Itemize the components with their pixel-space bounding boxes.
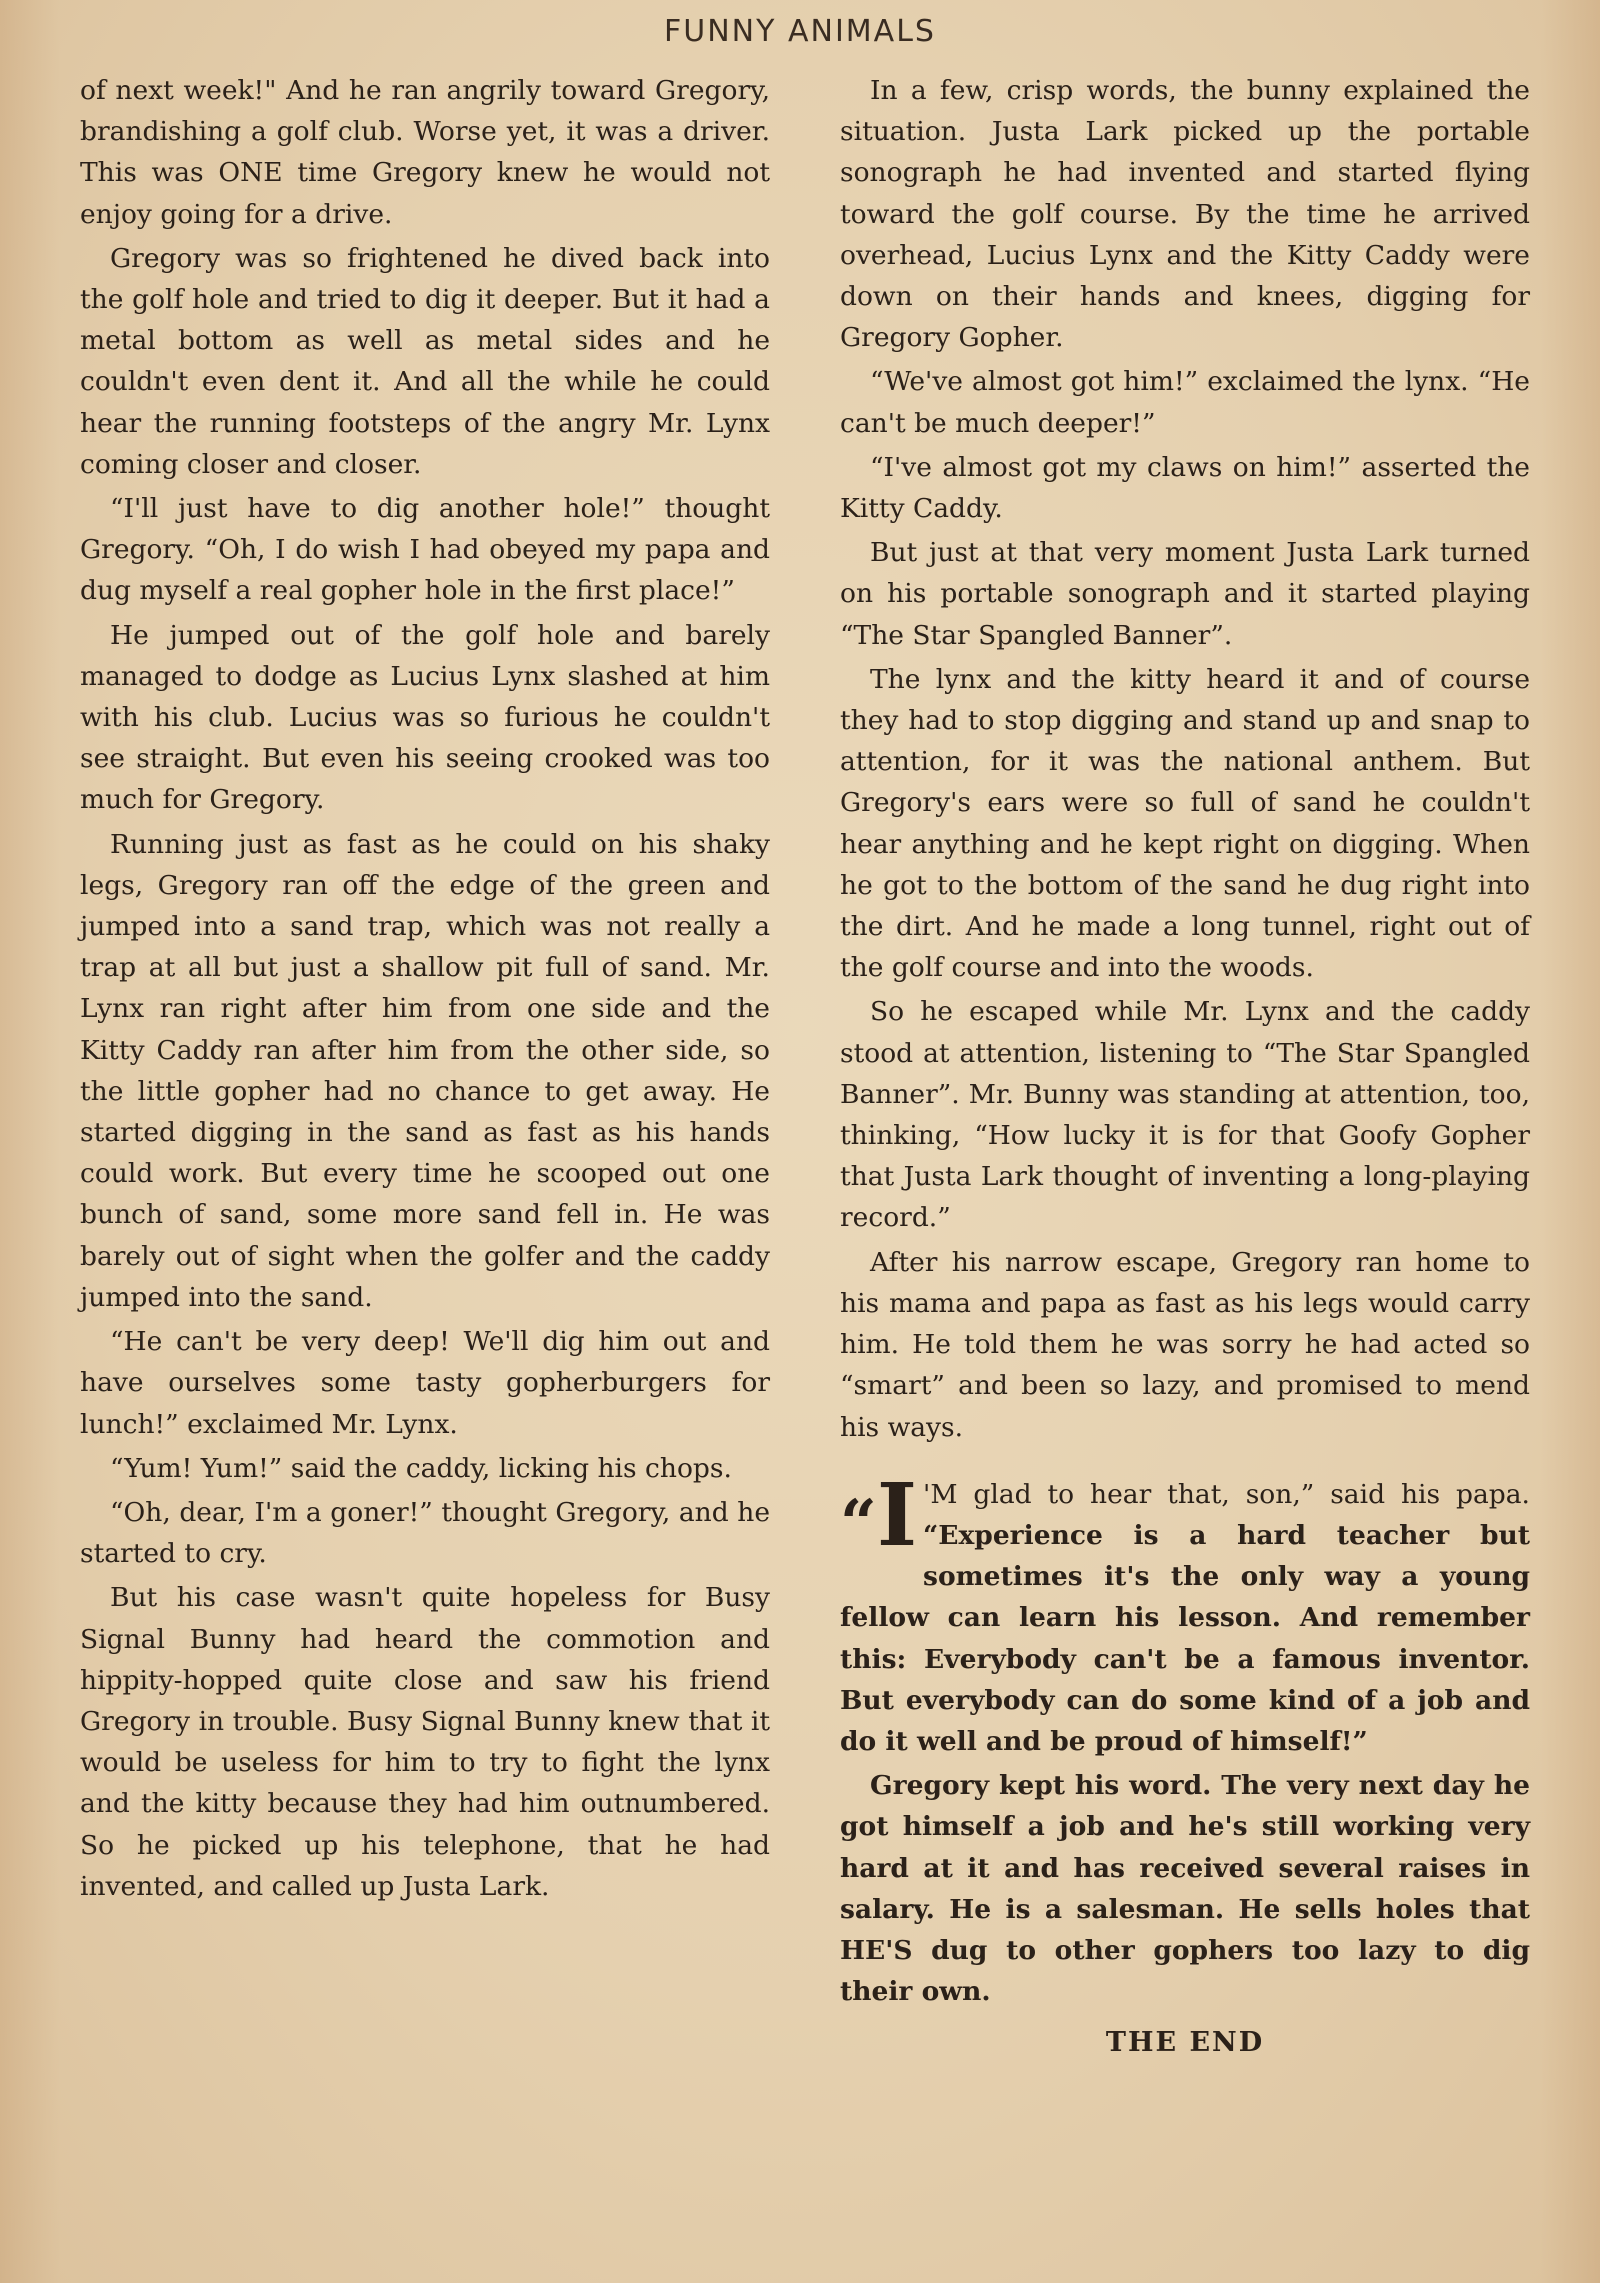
drop-cap-letter: I [876, 1464, 918, 1566]
drop-cap [840, 1464, 918, 1566]
drop-cap-lead-text: 'M glad to hear that, son,” said his papa. [923, 1478, 1530, 1510]
story-paragraph: In a few, crisp words, the bunny explained the situation. Justa Lark picked up the portable sonograph he had invented and started flying toward the golf course. By the time he arrived overhead, Lucius Lynx and the Kitty Caddy were down on their hands and knees, digging for Gregory Gopher. [840, 75, 1530, 354]
the-end-label: THE END [1105, 2027, 1265, 2059]
story-paragraph: “Yum! Yum!” said the caddy, licking his chops. [110, 1452, 732, 1484]
story-paragraph: But his case wasn't quite hopeless for Busy Signal Bunny had heard the commotion and hippity-hopped quite close and saw his friend Gregory in trouble. Busy Signal Bunny knew that it would be useless for him to try to fight the lynx and the kitty because they had him outnumbered. So he picked up his telephone, that he had invented, and called up Justa Lark. [80, 1582, 770, 1902]
story-paragraph: But just at that very moment Justa Lark turned on his portable sonograph and it started playing “The Star Spangled Banner”. [840, 537, 1530, 651]
story-paragraph: “I'll just have to dig another hole!” thought Gregory. “Oh, I do wish I had obeyed my papa and dug myself a real gopher hole in the first place!” [80, 493, 770, 607]
story-paragraph: Running just as fast as he could on his shaky legs, Gregory ran off the edge of the green and jumped into a sand trap, which was not really a trap at all but just a shallow pit full of sand. Mr. Lynx ran right after him from one side and the Kitty Caddy ran after him from the other side, so the little gopher had no chance to get away. He started digging in the sand as fast as his hands could work. But every time he scooped out one bunch of sand, some more sand fell in. He was barely out of sight when the golfer and the caddy jumped into the sand. [80, 828, 770, 1313]
story-paragraph: “I've almost got my claws on him!” asserted the Kitty Caddy. [840, 451, 1530, 525]
story-paragraph: “He can't be very deep! We'll dig him out and have ourselves some tasty gopherburgers for lunch!” exclaimed Mr. Lynx. [80, 1326, 770, 1440]
story-paragraph: “We've almost got him!” exclaimed the lynx. “He can't be much deeper!” [840, 366, 1530, 439]
story-paragraph: of next week!" And he ran angrily toward Gregory, brandishing a golf club. Worse yet, it was a driver. This was ONE time Gregory knew he would not enjoy going for a drive. [80, 75, 770, 230]
closing-paragraph: Gregory kept his word. The very next day he got himself a job and he's still working very hard at it and has received several raises in salary. He is a salesman. He sells holes that HE'S dug to other gophers too lazy to dig their own. [840, 1770, 1530, 2008]
story-paragraph: Gregory was so frightened he dived back into the golf hole and tried to dig it deeper. But it had a metal bottom as well as metal sides and he couldn't even dent it. And all the while he could hear the running footsteps of the angry Mr. Lynx coming closer and closer. [80, 242, 770, 480]
drop-cap-quote-mark: “ [840, 1485, 877, 1561]
story-paragraph: So he escaped while Mr. Lynx and the caddy stood at attention, listening to “The Star Spangled Banner”. Mr. Bunny was standing at attention, too, thinking, “How lucky it is for that Goofy Gopher that Justa Lark thought of inventing a long-playing record.” [840, 996, 1530, 1234]
story-paragraph: “Oh, dear, I'm a goner!” thought Gregory, and he started to cry. [80, 1496, 770, 1570]
story-paragraph: He jumped out of the golf hole and barely managed to dodge as Lucius Lynx slashed at him with his club. Lucius was so furious he couldn't see straight. But even his seeing crooked was too much for Gregory. [80, 619, 770, 816]
right-column [840, 70, 1530, 2064]
story-paragraph: The lynx and the kitty heard it and of course they had to stop digging and stand up and snap to attention, for it was the national anthem. But Gregory's ears were so full of sand he couldn't hear anything and he kept right on digging. When he got to the bottom of the sand he dug right into the dirt. And he made a long tunnel, right out of the golf course and into the woods. [840, 663, 1530, 984]
page-header-title: FUNNY ANIMALS [664, 14, 936, 49]
drop-cap-paragraph [840, 1464, 1530, 1762]
story-paragraph: After his narrow escape, Gregory ran home to his mama and papa as fast as his legs would carry him. He told them he was sorry he had acted so “smart” and been so lazy, and promised to mend his ways. [840, 1246, 1530, 1443]
left-column [80, 70, 770, 1907]
drop-cap-rest-text: “Experience is a hard teacher but sometimes it's the only way a young fellow can learn his lesson. And remember this: Everybody can't be a famous inventor. But everybody can do some kind of a job and do it well and be proud of himself!” [840, 1519, 1530, 1757]
